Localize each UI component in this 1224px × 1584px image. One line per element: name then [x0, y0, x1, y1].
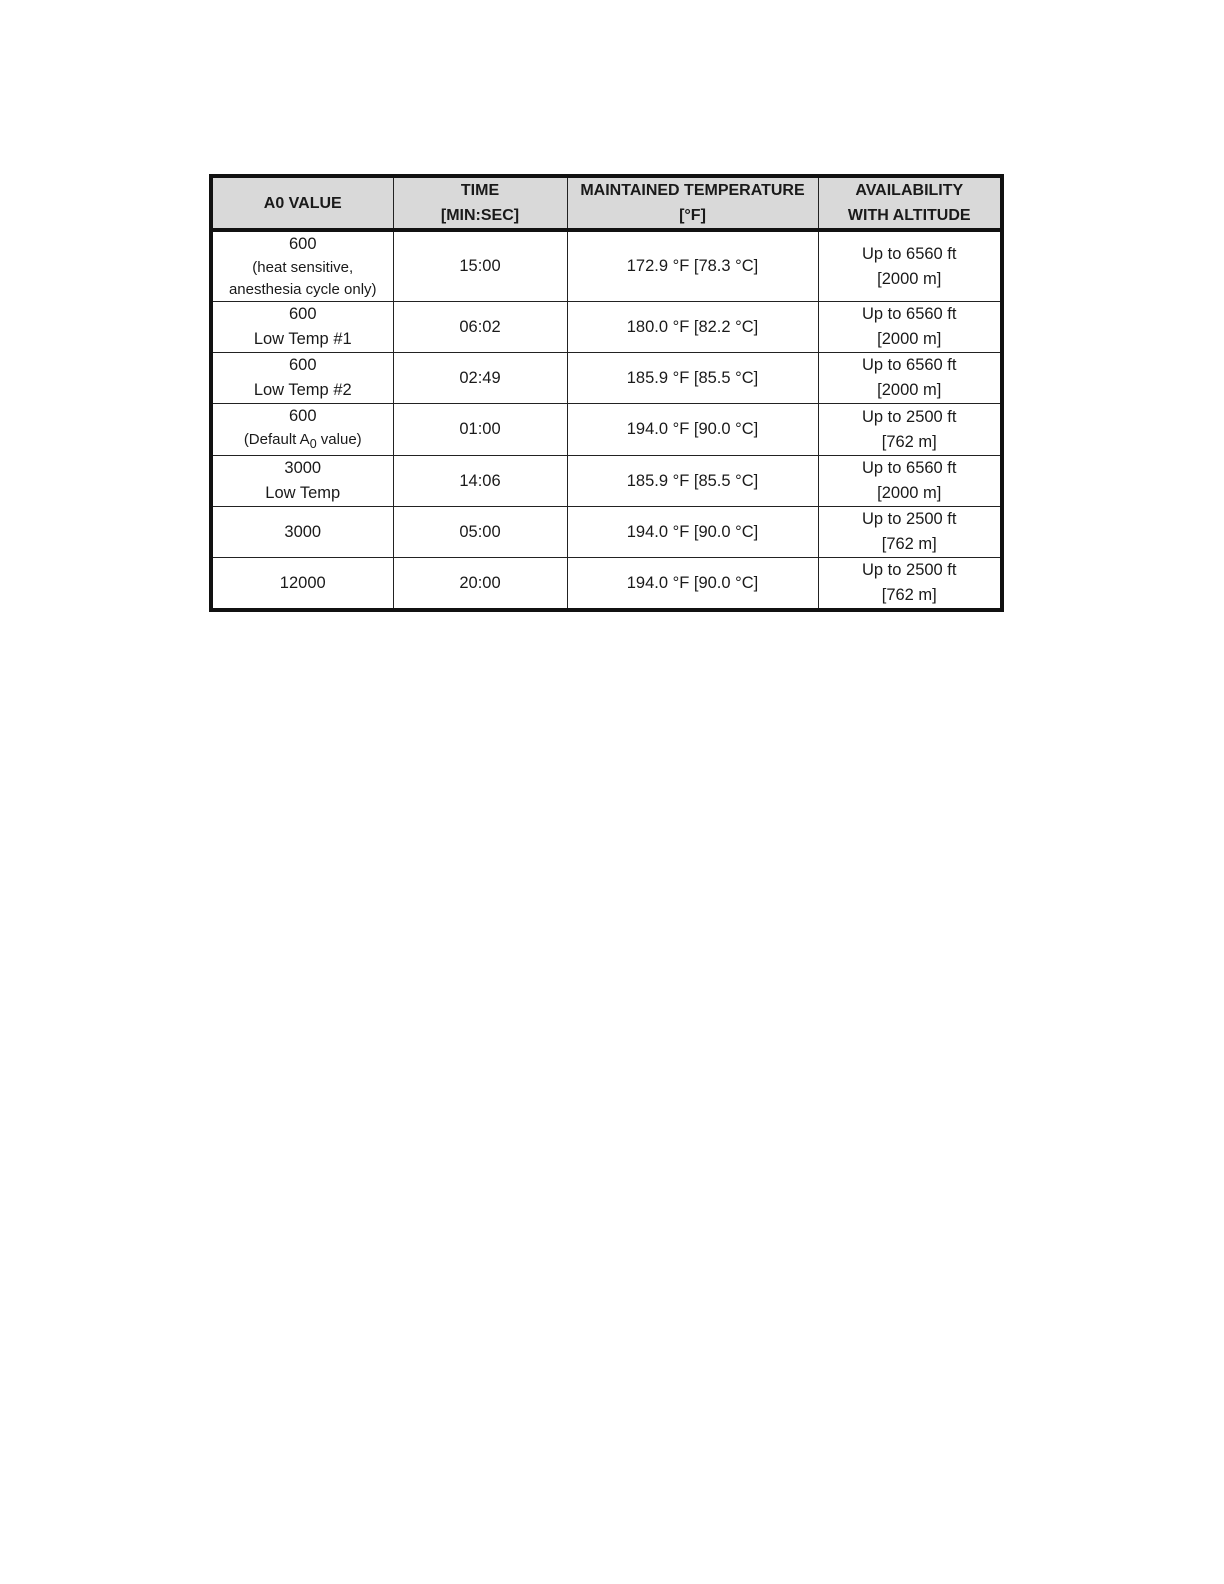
table-row [211, 230, 1002, 302]
cell-availability: Up to 2500 ft [762 m] [818, 558, 1002, 611]
cell-availability: Up to 6560 ft [2000 m] [818, 302, 1002, 353]
table-header [211, 176, 1002, 230]
cell-availability: Up to 2500 ft [762 m] [818, 404, 1002, 456]
cell-temperature: 185.9 °F [85.5 °C] [567, 456, 818, 507]
header-maintained-temperature: MAINTAINED TEMPERATURE [°F] [567, 176, 818, 230]
cell-a0-value: 600 (heat sensitive, anesthesia cycle only) [211, 230, 393, 302]
header-time: TIME [MIN:SEC] [393, 176, 567, 230]
cell-a0-value: 3000 Low Temp [211, 456, 393, 507]
cell-availability: Up to 6560 ft [2000 m] [818, 230, 1002, 302]
cell-temperature: 194.0 °F [90.0 °C] [567, 558, 818, 611]
cell-temperature: 194.0 °F [90.0 °C] [567, 507, 818, 558]
cell-time: 01:00 [393, 404, 567, 456]
cell-temperature: 194.0 °F [90.0 °C] [567, 404, 818, 456]
cell-a0-value: 600 Low Temp #2 [211, 353, 393, 404]
cell-temperature: 172.9 °F [78.3 °C] [567, 230, 818, 302]
cell-availability: Up to 2500 ft [762 m] [818, 507, 1002, 558]
cell-time: 14:06 [393, 456, 567, 507]
cell-time: 06:02 [393, 302, 567, 353]
cell-a0-value: 600 (Default $A_0$ value) [211, 404, 393, 456]
table-row [211, 353, 1002, 404]
cell-availability: Up to 6560 ft [2000 m] [818, 353, 1002, 404]
default-a0-note: (Default $A_0$ value) [243, 431, 362, 451]
cell-temperature: 185.9 °F [85.5 °C] [567, 353, 818, 404]
table-row [211, 404, 1002, 456]
cell-availability: Up to 6560 ft [2000 m] [818, 456, 1002, 507]
cell-time: 20:00 [393, 558, 567, 611]
header-availability: AVAILABILITY WITH ALTITUDE [818, 176, 1002, 230]
cell-time: 05:00 [393, 507, 567, 558]
cell-time: 15:00 [393, 230, 567, 302]
table-row [211, 507, 1002, 558]
cell-a0-value: 12000 [211, 558, 393, 611]
cycle-parameters-table [209, 174, 1004, 612]
header-a0-value: A0 VALUE [211, 176, 393, 230]
cell-temperature: 180.0 °F [82.2 °C] [567, 302, 818, 353]
table-body [211, 230, 1002, 610]
cell-time: 02:49 [393, 353, 567, 404]
table-row [211, 456, 1002, 507]
cell-a0-value: 3000 [211, 507, 393, 558]
table-row [211, 558, 1002, 611]
cell-a0-value: 600 Low Temp #1 [211, 302, 393, 353]
table-row [211, 302, 1002, 353]
header-row [211, 176, 1002, 230]
